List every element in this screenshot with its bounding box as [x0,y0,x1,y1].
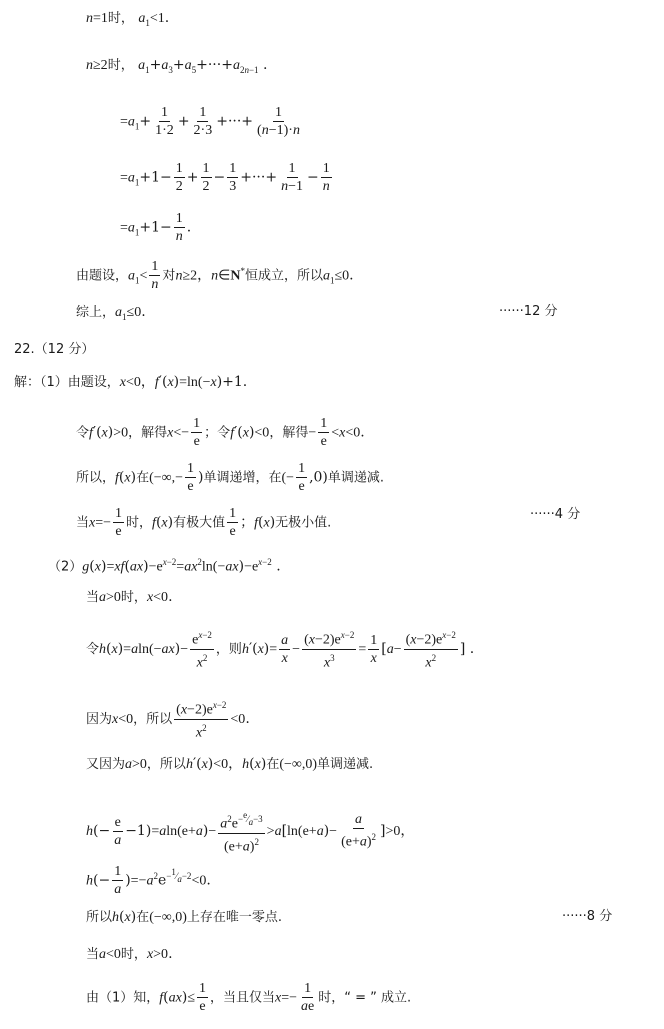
sum-step-2: $=a_1+1-$ $\frac{1}{2}$ + $\frac{1}{2}$ − $\frac{1}{3}$ +···+ $\frac{1}{n-1}$ − $\frac{1}{n}$ [120,161,330,194]
h-value-negative: h(− $\frac{1}{a}$ )$=-a^2e^{-^1⁄_a-2}<0$. [86,864,211,898]
score-8: ······8 分 [562,909,613,924]
derivative-sign-line: 令f′(x)>0，解得x<− $\frac{1}{e}$ ；令f′(x)<0，解得− $\frac{1}{e}$ <x<0. [76,416,365,449]
h-value-positive: h(− $\frac{e}{a}$ −1)=aln(e+a)− $\frac{a^2e^{-^e⁄_a-3}}{(e+a)^2}$ >a[ln(e+a)− $\frac{a}{(e+a)^2}$ ]>0， [86,807,414,855]
monotonic-line: 所以，f(x)在(−∞,− $\frac{1}{e}$ )单调递增，在(− $\frac{1}{e}$ ,0)单调递减. [76,461,385,494]
part2-definition: $(2)g(x)=xf(ax)-e^{x-2}=ax^2\ln(-ax)-e^{x-2}$ . [48,557,281,575]
summary-line: 综上，$a_1\le 0$. [76,304,146,322]
h-monotonic-line: 又因为a>0，所以h′(x)<0，h(x)在(−∞,0)单调递减. [86,756,374,772]
score-12: ······12 分 [499,304,558,319]
sum-step-3: $=a_1+1-$ $\frac{1}{n}$ . [120,211,192,244]
from-part1-line: 由（1）知，f(ax)≤ $\frac{1}{e}$ ，当且仅当x=− $\frac{1}{ae}$ 时，“ = ” 成立. [86,981,412,1014]
because-line: 因为x<0，所以 $\frac{(x-2)e^{x-2}}{x^2}$ <0. [86,697,250,741]
case-n1-line: n=1时， $a_1<1$. [86,10,170,28]
problem-number: 22.（12 分） [14,342,95,357]
case-n2-line: n≥2时， $a_1+a_3+a_5+\cdot\cdot\cdot+a_{2n-1}$ . [86,57,268,75]
assumption-line: 由题设，$a_1<$ $\frac{1}{n}$ 对n≥2，n∈N*恒成立，所以$a_1\le 0$. [76,259,354,292]
unique-zero-line: 所以h(x)在(−∞,0)上存在唯一零点. [86,909,283,925]
case-a-negative: 当a<0时，x>0. [86,946,173,962]
sum-step-1: $=a_1+$ $\frac{1}{1\cdot 2}$ + $\frac{1}{2\cdot 3}$ +···+ $\frac{1}{(n-1)\cdot n}$ [120,105,300,138]
solution-part1-line: 解：（1）由题设，x<0，f′(x)=ln(−x)+1. [14,374,248,390]
h-definition: 令h(x)=aln(−ax)− $\frac{e^{x-2}}{x^2}$ ，则h′(x)= $\frac{a}{x}$ − $\frac{(x-2)e^{x-2}}{x^3}$ = $\frac{1}{x}$ [a− $\frac{(x-2)e^{x-2}}{x^2}$ ] . [86,627,474,671]
score-4: ······4 分 [530,507,581,522]
extremum-line: 当x=− $\frac{1}{e}$ 时，f(x)有极大值 $\frac{1}{e}$ ；f(x)无极小值. [76,506,332,539]
case-a-positive: 当a>0时，x<0. [86,589,173,605]
